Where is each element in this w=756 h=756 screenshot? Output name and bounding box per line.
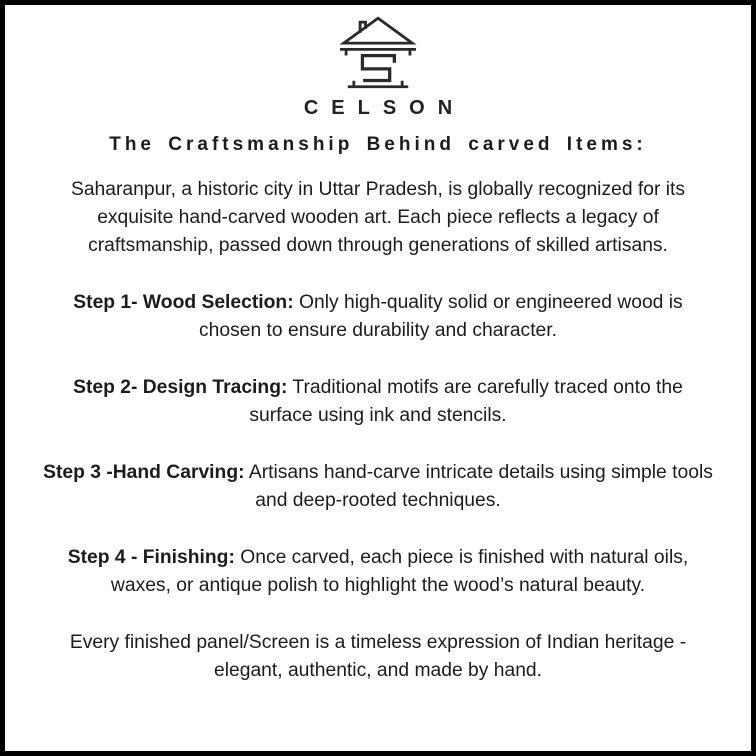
eave-line	[341, 49, 414, 54]
brand-name: CELSON	[303, 97, 466, 119]
intro-paragraph: Saharanpur, a historic city in Uttar Pradesh, is globally recognized for its exquisite hand-carved wooden art. Each piece reflects a legacy of craftsmanship, passed down through generations of skilled artisans.	[70, 179, 686, 256]
page-title: The Craftsmanship Behind carved Items:	[109, 134, 647, 155]
step-4-paragraph	[40, 544, 716, 600]
step-4-label: Step 4 - Finishing:	[67, 547, 235, 568]
step-3-label: Step 3 -Hand Carving:	[43, 462, 245, 483]
house-monogram-icon	[339, 12, 417, 93]
step-3-text: Artisans hand-carve intricate details using simple tools and deep-rooted techniques.	[248, 462, 713, 511]
step-2-paragraph	[40, 374, 716, 430]
step-1-text: Only high-quality solid or engineered wood is chosen to ensure durability and character.	[199, 292, 683, 341]
base-line	[349, 82, 407, 87]
closing-paragraph: Every finished panel/Screen is a timeless expression of Indian heritage - elegant, authentic, and made by hand.	[69, 632, 687, 681]
step-1-label: Step 1- Wood Selection:	[73, 292, 294, 313]
step-3-paragraph	[40, 459, 716, 515]
monogram-s	[362, 56, 394, 81]
step-2-text: Traditional motifs are carefully traced onto the surface using ink and stencils.	[249, 377, 683, 426]
step-2-label: Step 2- Design Tracing:	[73, 377, 288, 398]
brand-logo	[33, 12, 723, 120]
step-1-paragraph	[40, 289, 716, 345]
roof-line	[344, 18, 413, 43]
step-4-text: Once carved, each piece is finished with natural oils, waxes, or antique polish to highlight the wood’s natural beauty.	[110, 547, 689, 596]
